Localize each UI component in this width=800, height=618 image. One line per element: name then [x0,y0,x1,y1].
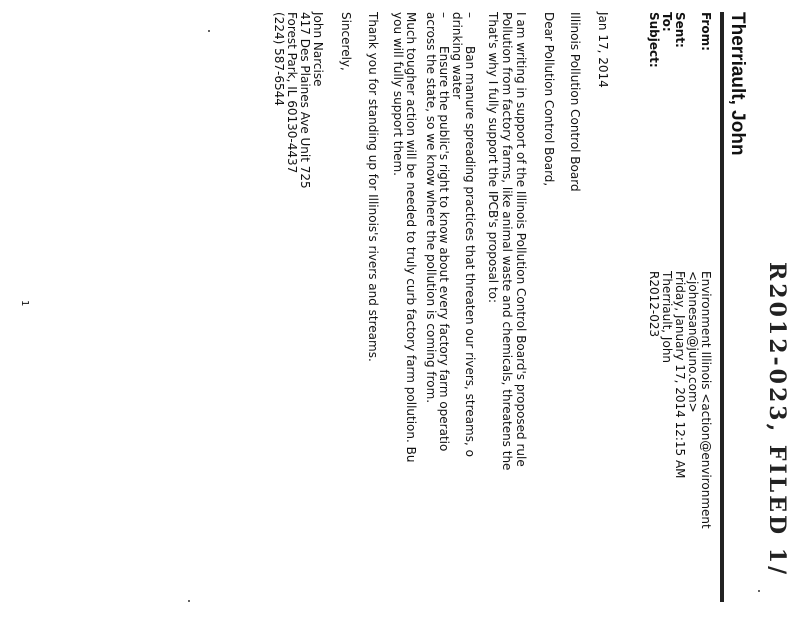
signature-name: John Narcise [311,12,325,87]
bullet-line: across the state, so we know where the pollution is coming from. [424,12,438,404]
scan-speck [188,600,190,602]
paragraph-line: Thank you for standing up for Illinois's rivers and streams. [366,12,380,362]
filing-stamp: R2012-023, FILED 1/ [764,262,790,578]
bullet-dash: – [437,12,451,18]
page-number: 1 [19,300,30,307]
from-value: Environment Illinois <action@environment [699,271,713,529]
letter-date: Jan 17, 2014 [596,12,610,88]
to-label: To: [660,12,674,32]
from-email: <johnesan@juno.com> [686,271,700,413]
bullet-line: Ban manure spreading practices that threaten our rivers, streams, o [463,46,477,457]
paragraph-line: I am writing in support of the Illinois Pollution Control Board's proposed rule [514,12,528,467]
paragraph-line: Much tougher action will be needed to truly curb factory farm pollution. Bu [404,12,418,463]
letter-closing: Sincerely, [339,12,353,71]
paragraph-line: That's why I fully support the IPCB's proposal to: [486,12,500,304]
letter-recipient: Illinois Pollution Control Board [568,12,582,192]
subject-label: Subject: [647,12,661,68]
letter-salutation: Dear Pollution Control Board, [542,12,556,187]
from-label: From: [699,12,713,51]
sent-label: Sent: [673,12,687,48]
bullet-dash: – [463,12,477,18]
bullet-line: drinking water [450,12,464,99]
scan-speck [208,30,210,32]
bullet-line: Ensure the public's right to know about every factory farm operatio [437,46,451,452]
to-value: Therriault, John [660,271,674,364]
subject-value: R2012-023 [647,271,661,338]
signature-phone: (224) 587-6544 [272,12,286,106]
sent-value: Friday, January 17, 2014 12:15 AM [673,271,687,479]
header-divider [720,12,724,602]
paragraph-line: you will fully support them. [391,12,405,176]
signature-city: Forest Park, IL 60130-4437 [285,12,299,174]
sender-name-heading: Therriault, John [727,12,748,156]
scan-speck [758,590,760,592]
signature-street: 417 Des Plaines Ave Unit 725 [298,12,312,189]
paragraph-line: Pollution from factory farms, like animal waste and chemicals, threatens the [500,12,514,471]
